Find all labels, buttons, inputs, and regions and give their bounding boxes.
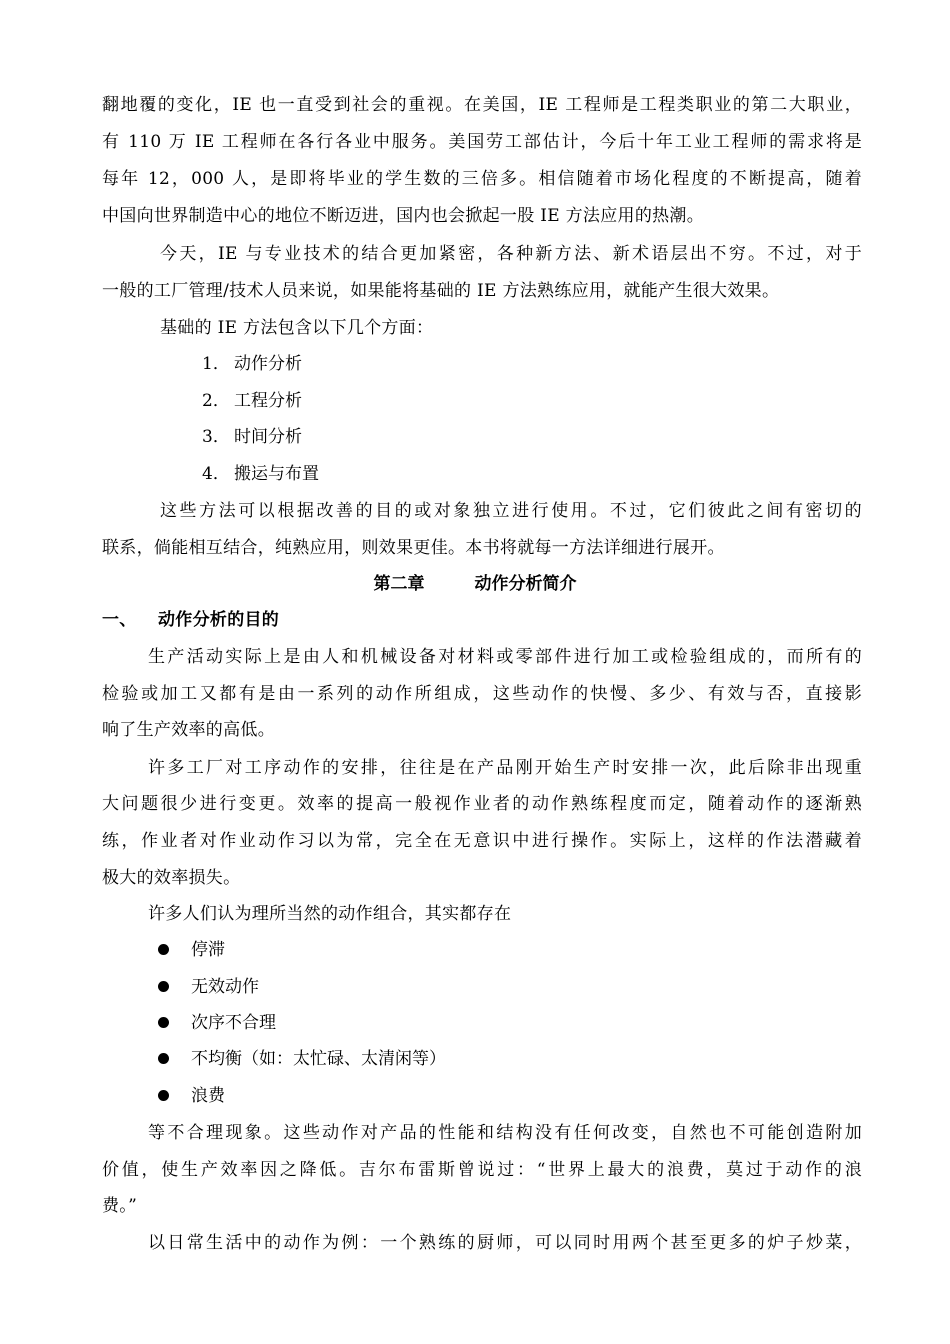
bullet-dot-icon [158, 1053, 169, 1064]
section-number: 一、 [102, 610, 137, 630]
bullet-label: 不均衡（如：太忙碌、太清闲等） [191, 1049, 446, 1069]
paragraph-line: 基础的 IE 方法包含以下几个方面： [160, 318, 434, 338]
paragraph-line: 费。” [102, 1196, 138, 1216]
bullet-dot-icon [158, 944, 169, 955]
paragraph-line: 检验或加工又都有是由一系列的动作所组成，这些动作的快慢、多少、有效与否，直接影 [102, 684, 862, 704]
list-item [202, 390, 302, 412]
paragraph-line: 一般的工厂管理/技术人员来说，如果能将基础的 IE 方法熟练应用，就能产生很大效果。 [102, 281, 780, 301]
bullet-dot-icon [158, 1017, 169, 1028]
paragraph-line: 有 110 万 IE 工程师在各行各业中服务。美国劳工部估计，今后十年工业工程师的需求将是 [102, 132, 862, 152]
section-title: 动作分析的目的 [158, 610, 280, 630]
paragraph-line: 大问题很少进行变更。效率的提高一般视作业者的动作熟练程度而定，随着动作的逐渐熟 [102, 794, 862, 814]
list-item-number: 4． [202, 464, 230, 484]
paragraph-line: 今天，IE 与专业技术的结合更加紧密，各种新方法、新术语层出不穷。不过，对于 [160, 244, 862, 264]
bullet-dot-icon [158, 1090, 169, 1101]
paragraph-line: 练，作业者对作业动作习以为常，完全在无意识中进行操作。实际上，这样的作法潜藏着 [102, 831, 862, 851]
list-item [202, 353, 302, 375]
list-item-number: 1． [202, 354, 230, 374]
paragraph-line: 等不合理现象。这些动作对产品的性能和结构没有任何改变，自然也不可能创造附加 [148, 1123, 862, 1143]
paragraph-line: 许多人们认为理所当然的动作组合，其实都存在 [148, 904, 512, 924]
chapter-number: 第二章 [373, 574, 425, 594]
bullet-label: 浪费 [191, 1086, 225, 1106]
bullet-dot-icon [158, 981, 169, 992]
paragraph-line: 响了生产效率的高低。 [102, 720, 275, 740]
bullet-label: 次序不合理 [191, 1013, 276, 1033]
list-item [202, 463, 319, 485]
chapter-heading [0, 573, 950, 595]
paragraph-line: 联系，倘能相互结合，纯熟应用，则效果更佳。本书将就每一方法详细进行展开。 [102, 538, 725, 558]
list-item-number: 3． [202, 427, 230, 447]
paragraph-line: 翻地覆的变化，IE 也一直受到社会的重视。在美国，IE 工程师是工程类职业的第二大职业， [102, 95, 862, 115]
bullet-label: 无效动作 [191, 977, 259, 997]
list-item [202, 426, 302, 448]
paragraph-line: 生产活动实际上是由人和机械设备对材料或零部件进行加工或检验组成的，而所有的 [148, 647, 862, 667]
list-item-label: 搬运与布置 [234, 464, 319, 484]
paragraph-line: 极大的效率损失。 [102, 868, 241, 888]
list-item-number: 2． [202, 391, 230, 411]
list-item-label: 动作分析 [234, 354, 302, 374]
paragraph-line: 许多工厂对工序动作的安排，往往是在产品刚开始生产时安排一次，此后除非出现重 [148, 758, 862, 778]
paragraph-line: 这些方法可以根据改善的目的或对象独立进行使用。不过，它们彼此之间有密切的 [160, 501, 862, 521]
paragraph-line: 以日常生活中的动作为例：一个熟练的厨师，可以同时用两个甚至更多的炉子炒菜， [148, 1233, 862, 1253]
paragraph-line: 价值，使生产效率因之降低。吉尔布雷斯曾说过：“世界上最大的浪费，莫过于动作的浪 [102, 1160, 862, 1180]
chapter-title: 动作分析简介 [474, 574, 577, 594]
paragraph-line: 每年 12，000 人，是即将毕业的学生数的三倍多。相信随着市场化程度的不断提高，随着 [102, 169, 862, 189]
list-item-label: 时间分析 [234, 427, 302, 447]
bullet-label: 停滞 [191, 940, 225, 960]
list-item-label: 工程分析 [234, 391, 302, 411]
paragraph-line: 中国向世界制造中心的地位不断迈进，国内也会掀起一股 IE 方法应用的热潮。 [102, 206, 705, 226]
